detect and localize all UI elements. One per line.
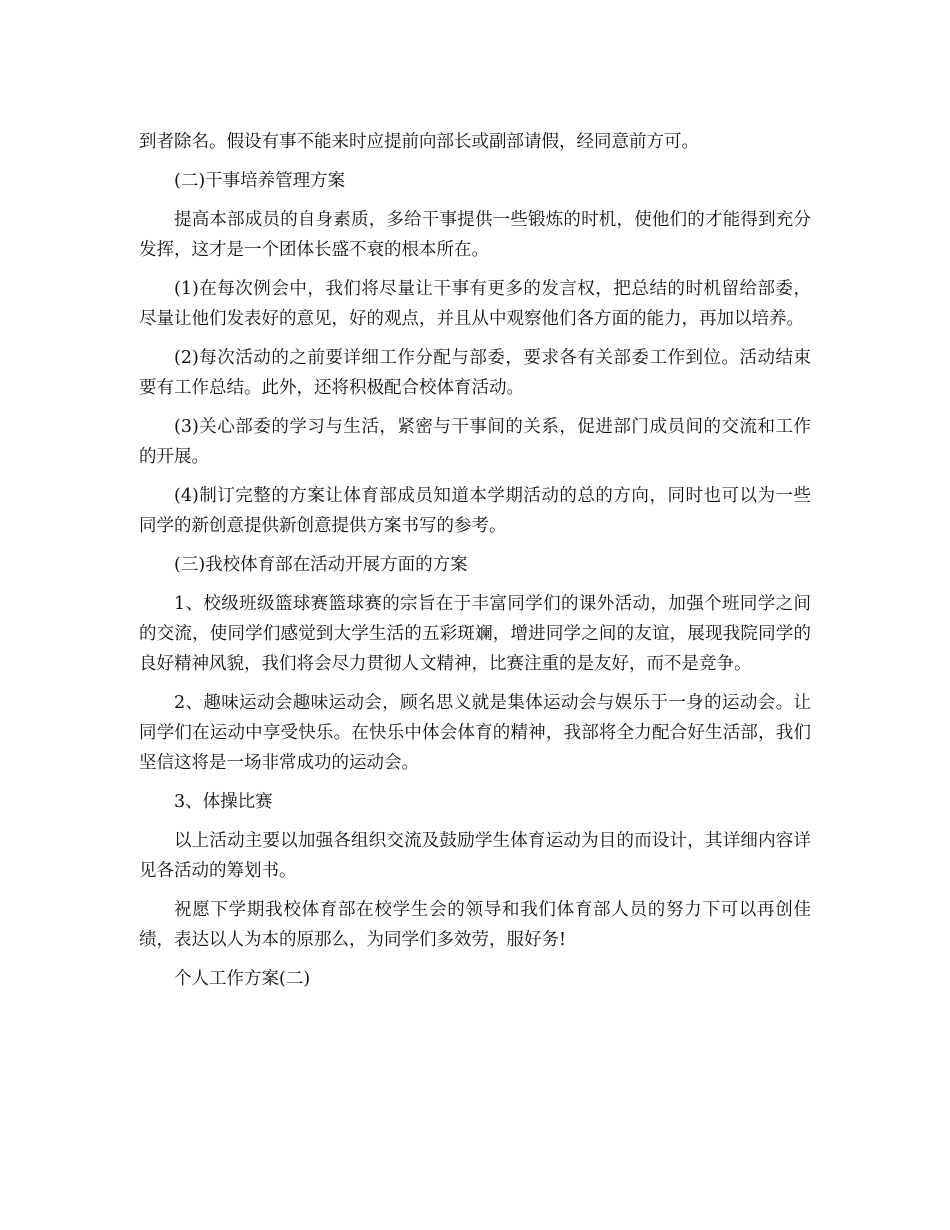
activity-basketball: 1、校级班级篮球赛篮球赛的宗旨在于丰富同学们的课外活动，加强个班同学之间的交流，使同学们感觉到大学生活的五彩斑斓，增进同学之间的友谊，展现我院同学的良好精神风貌，我们将会尽力贯彻人文精神，比赛注重的是友好，而不是竞争。: [139, 594, 811, 674]
next-plan-title: 个人工作方案(二): [174, 969, 311, 989]
activity-gymnastics: 3、体操比赛: [174, 792, 273, 812]
paragraph-1: 到者除名。假设有事不能来时应提前向部长或副部请假，经同意前方可。: [139, 132, 699, 152]
list-item-2: (2)每次活动的之前要详细工作分配与部委，要求各有关部委工作到位。活动结束要有工作总结。此外，还将积极配合校体育活动。: [139, 348, 811, 398]
section-heading-2: (二)干事培养管理方案: [174, 171, 346, 191]
list-item-3: (3)关心部委的学习与生活，紧密与干事间的关系，促进部门成员间的交流和工作的开展。: [139, 417, 811, 467]
list-item-4: (4)制订完整的方案让体育部成员知道本学期活动的总的方向，同时也可以为一些同学的新创意提供新创意提供方案书写的参考。: [139, 486, 811, 536]
paragraph-wishes: 祝愿下学期我校体育部在校学生会的领导和我们体育部人员的努力下可以再创佳绩，表达以人为本的原那么，为同学们多效劳，服好务!: [139, 900, 811, 950]
activity-fun-games: 2、趣味运动会趣味运动会，顾名思义就是集体运动会与娱乐于一身的运动会。让同学们在运动中享受快乐。在快乐中体会体育的精神，我部将全力配合好生活部，我们坚信这将是一场非常成功的运动会。: [139, 693, 811, 773]
paragraph-summary: 以上活动主要以加强各组织交流及鼓励学生体育运动为目的而设计，其详细内容详见各活动的筹划书。: [139, 831, 811, 881]
list-item-1: (1)在每次例会中，我们将尽量让干事有更多的发言权，把总结的时机留给部委，尽量让他们发表好的意见，好的观点，并且从中观察他们各方面的能力，再加以培养。: [139, 279, 811, 329]
paragraph-3: 提高本部成员的自身素质，多给干事提供一些锻炼的时机，使他们的才能得到充分发挥，这才是一个团体长盛不衰的根本所在。: [139, 210, 811, 260]
document-body: [139, 127, 811, 1003]
section-heading-3: (三)我校体育部在活动开展方面的方案: [174, 555, 468, 575]
